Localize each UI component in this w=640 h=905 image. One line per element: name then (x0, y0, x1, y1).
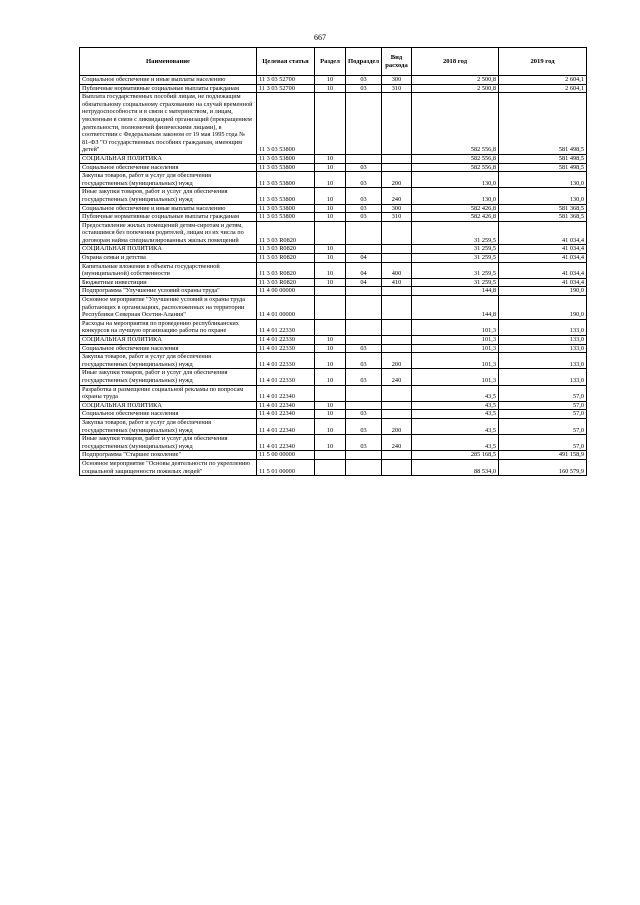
cell-subsection: 03 (346, 418, 382, 434)
cell-subsection (346, 287, 382, 296)
cell-subsection (346, 336, 382, 345)
cell-code: 11 5 01 00000 (257, 459, 315, 475)
page-number: 667 (314, 33, 326, 42)
cell-subsection: 04 (346, 254, 382, 263)
cell-name: Охрана семьи и детства (80, 254, 257, 263)
cell-name: Социальное обеспечение населения (80, 344, 257, 353)
cell-2019: 160 579,9 (499, 459, 587, 475)
cell-2019: 41 034,4 (499, 221, 587, 245)
cell-subsection: 03 (346, 410, 382, 419)
cell-subsection (346, 451, 382, 460)
cell-2018: 31 259,5 (412, 262, 499, 278)
cell-expense-type: 400 (382, 262, 412, 278)
header-name: Наименование (80, 48, 257, 76)
header-code: Целевая статья (257, 48, 315, 76)
cell-section: 10 (315, 401, 346, 410)
cell-name: Основное мероприятие "Основы деятельности по укреплению социальной защищенности пожилых людей" (80, 459, 257, 475)
cell-name: Бюджетные инвестиции (80, 278, 257, 287)
cell-expense-type (382, 296, 412, 320)
cell-code: 11 4 01 22340 (257, 435, 315, 451)
header-2018: 2018 год (412, 48, 499, 76)
cell-2019: 57,0 (499, 435, 587, 451)
cell-section: 10 (315, 188, 346, 204)
cell-code: 11 4 01 22330 (257, 344, 315, 353)
cell-subsection: 04 (346, 278, 382, 287)
cell-section: 10 (315, 410, 346, 419)
cell-expense-type (382, 410, 412, 419)
table-row (80, 221, 587, 245)
cell-code: 11 3 03 R0820 (257, 254, 315, 263)
cell-subsection: 03 (346, 172, 382, 188)
cell-2019: 57,0 (499, 401, 587, 410)
cell-2018: 582 556,8 (412, 163, 499, 172)
cell-subsection (346, 93, 382, 155)
table-row (80, 154, 587, 163)
cell-name: Капитальные вложения в объекты государственной (муниципальной) собственности (80, 262, 257, 278)
cell-section: 10 (315, 76, 346, 85)
cell-2018: 130,0 (412, 188, 499, 204)
cell-2018: 2 500,8 (412, 76, 499, 85)
cell-section: 10 (315, 353, 346, 369)
cell-code: 11 3 03 53800 (257, 93, 315, 155)
cell-2019: 57,0 (499, 410, 587, 419)
cell-section: 10 (315, 418, 346, 434)
cell-subsection (346, 401, 382, 410)
cell-name: Предоставление жилых помещений детям-сиротам и детям, оставшимся без попечения родителей, лицам из их числа по договорам найма специализированных жилых помещений (80, 221, 257, 245)
cell-expense-type (382, 287, 412, 296)
cell-2018: 31 259,5 (412, 278, 499, 287)
cell-code: 11 4 01 22340 (257, 401, 315, 410)
cell-expense-type: 240 (382, 435, 412, 451)
cell-2018: 43,5 (412, 418, 499, 434)
cell-section: 10 (315, 344, 346, 353)
cell-code: 11 4 01 22330 (257, 369, 315, 385)
cell-subsection: 03 (346, 204, 382, 213)
cell-expense-type: 240 (382, 369, 412, 385)
cell-2019: 41 034,4 (499, 278, 587, 287)
cell-subsection (346, 221, 382, 245)
cell-name: Основное мероприятие "Улучшение условий и охраны труда работающих в организациях, расположенных на территории Республики Северная Осетия-Алания" (80, 296, 257, 320)
cell-section (315, 459, 346, 475)
cell-code: 11 3 03 R0820 (257, 278, 315, 287)
cell-2018: 31 259,5 (412, 221, 499, 245)
table-row (80, 254, 587, 263)
cell-subsection: 03 (346, 84, 382, 93)
cell-2018: 43,5 (412, 401, 499, 410)
cell-expense-type (382, 245, 412, 254)
cell-code: 11 3 03 R0820 (257, 245, 315, 254)
cell-code: 11 3 03 R0820 (257, 221, 315, 245)
cell-2019: 41 034,4 (499, 254, 587, 263)
table-row (80, 76, 587, 85)
cell-2019: 133,0 (499, 353, 587, 369)
cell-2019: 2 604,1 (499, 84, 587, 93)
cell-subsection: 03 (346, 369, 382, 385)
cell-subsection (346, 319, 382, 335)
cell-name: Подпрограмма "Улучшение условий охраны труда" (80, 287, 257, 296)
cell-subsection (346, 459, 382, 475)
table-row (80, 93, 587, 155)
cell-2018: 130,0 (412, 172, 499, 188)
cell-code: 11 4 01 22340 (257, 418, 315, 434)
cell-subsection (346, 385, 382, 401)
cell-2018: 582 556,8 (412, 93, 499, 155)
cell-2018: 43,5 (412, 410, 499, 419)
cell-2019: 133,0 (499, 336, 587, 345)
cell-section: 10 (315, 435, 346, 451)
cell-code: 11 3 03 53800 (257, 163, 315, 172)
table-row (80, 278, 587, 287)
cell-code: 11 3 03 52700 (257, 76, 315, 85)
cell-name: СОЦИАЛЬНАЯ ПОЛИТИКА (80, 245, 257, 254)
cell-subsection: 03 (346, 353, 382, 369)
cell-subsection (346, 296, 382, 320)
cell-name: СОЦИАЛЬНАЯ ПОЛИТИКА (80, 336, 257, 345)
cell-2019: 130,0 (499, 188, 587, 204)
cell-2018: 144,8 (412, 296, 499, 320)
cell-name: Иные закупки товаров, работ и услуг для обеспечения государственных (муниципальных) нужд (80, 188, 257, 204)
cell-expense-type (382, 385, 412, 401)
cell-subsection: 03 (346, 188, 382, 204)
cell-section (315, 319, 346, 335)
cell-code: 11 3 03 52700 (257, 84, 315, 93)
cell-expense-type (382, 344, 412, 353)
cell-name: Иные закупки товаров, работ и услуг для обеспечения государственных (муниципальных) нужд (80, 435, 257, 451)
cell-expense-type: 310 (382, 213, 412, 222)
cell-2019: 581 498,5 (499, 154, 587, 163)
cell-section: 10 (315, 262, 346, 278)
cell-2019: 491 158,9 (499, 451, 587, 460)
cell-expense-type (382, 451, 412, 460)
cell-code: 11 4 01 22330 (257, 319, 315, 335)
table-row (80, 353, 587, 369)
cell-2019: 581 498,5 (499, 93, 587, 155)
cell-expense-type (382, 459, 412, 475)
header-section: Раздел (315, 48, 346, 76)
cell-expense-type: 240 (382, 188, 412, 204)
cell-section: 10 (315, 278, 346, 287)
cell-subsection: 04 (346, 262, 382, 278)
cell-code: 11 3 03 53800 (257, 172, 315, 188)
table-row (80, 262, 587, 278)
cell-name: Разработка и размещение социальной рекламы по вопросам охраны труда (80, 385, 257, 401)
cell-expense-type: 300 (382, 76, 412, 85)
cell-expense-type: 300 (382, 204, 412, 213)
cell-name: Расходы на мероприятия по проведению республиканских конкурсов на лучшую организацию работы по охране (80, 319, 257, 335)
table-row (80, 344, 587, 353)
cell-name: Закупка товаров, работ и услуг для обеспечения государственных (муниципальных) нужд (80, 172, 257, 188)
cell-2018: 88 534,0 (412, 459, 499, 475)
cell-subsection: 03 (346, 435, 382, 451)
cell-subsection (346, 154, 382, 163)
cell-name: Социальное обеспечение и иные выплаты населению (80, 76, 257, 85)
header-2019: 2019 год (499, 48, 587, 76)
cell-expense-type (382, 319, 412, 335)
table-row (80, 172, 587, 188)
table-row (80, 401, 587, 410)
cell-expense-type (382, 93, 412, 155)
cell-subsection: 03 (346, 163, 382, 172)
table-row (80, 451, 587, 460)
cell-name: Публичные нормативные социальные выплаты гражданам (80, 84, 257, 93)
cell-name: Закупка товаров, работ и услуг для обеспечения государственных (муниципальных) нужд (80, 418, 257, 434)
cell-2019: 581 368,5 (499, 213, 587, 222)
table-row (80, 163, 587, 172)
cell-section: 10 (315, 84, 346, 93)
cell-2018: 582 556,8 (412, 154, 499, 163)
table-row (80, 213, 587, 222)
cell-code: 11 4 01 00000 (257, 296, 315, 320)
cell-code: 11 5 00 00000 (257, 451, 315, 460)
cell-expense-type: 200 (382, 172, 412, 188)
cell-name: Выплата государственных пособий лицам, не подлежащим обязательному социальному страхованию на случай временной нетрудоспособности и в связи с материнством, и лицам, уволенным в связи с ликвидацией организаций (прекращением деятельности, полномочий физическими лицами), в соответствии с Федеральным законом от 19 мая 1995 года № 81-ФЗ "О государственных пособиях гражданам, имеющим детей" (80, 93, 257, 155)
table-body (80, 76, 587, 476)
cell-2019: 41 034,4 (499, 262, 587, 278)
cell-code: 11 3 03 53800 (257, 154, 315, 163)
table-row (80, 336, 587, 345)
cell-subsection: 03 (346, 213, 382, 222)
cell-2019: 581 368,5 (499, 204, 587, 213)
header-expense-type: Вид расхода (382, 48, 412, 76)
cell-2018: 101,3 (412, 369, 499, 385)
cell-code: 11 4 00 00000 (257, 287, 315, 296)
cell-code: 11 3 03 53800 (257, 213, 315, 222)
cell-2018: 582 426,8 (412, 204, 499, 213)
cell-section (315, 287, 346, 296)
cell-2018: 31 259,5 (412, 254, 499, 263)
table-row (80, 188, 587, 204)
cell-expense-type: 200 (382, 353, 412, 369)
cell-expense-type (382, 254, 412, 263)
cell-code: 11 3 03 53800 (257, 188, 315, 204)
cell-code: 11 4 01 22340 (257, 410, 315, 419)
cell-2018: 285 168,5 (412, 451, 499, 460)
cell-2019: 133,0 (499, 319, 587, 335)
cell-name: Публичные нормативные социальные выплаты гражданам (80, 213, 257, 222)
cell-code: 11 3 03 R0820 (257, 262, 315, 278)
cell-2019: 41 034,4 (499, 245, 587, 254)
cell-code: 11 3 03 53800 (257, 204, 315, 213)
cell-expense-type: 410 (382, 278, 412, 287)
cell-section: 10 (315, 369, 346, 385)
table-row (80, 245, 587, 254)
cell-section: 10 (315, 154, 346, 163)
cell-2018: 2 500,8 (412, 84, 499, 93)
table-row (80, 204, 587, 213)
cell-expense-type: 200 (382, 418, 412, 434)
header-subsection: Подраздел (346, 48, 382, 76)
cell-2018: 101,3 (412, 319, 499, 335)
table-row (80, 418, 587, 434)
cell-2019: 133,0 (499, 344, 587, 353)
table-row (80, 459, 587, 475)
cell-2018: 582 426,8 (412, 213, 499, 222)
table-row (80, 435, 587, 451)
table-row (80, 385, 587, 401)
cell-expense-type (382, 154, 412, 163)
cell-name: Закупка товаров, работ и услуг для обеспечения государственных (муниципальных) нужд (80, 353, 257, 369)
cell-name: Социальное обеспечение населения (80, 163, 257, 172)
cell-section (315, 296, 346, 320)
cell-2018: 144,8 (412, 287, 499, 296)
cell-section: 10 (315, 163, 346, 172)
cell-code: 11 4 01 22330 (257, 336, 315, 345)
cell-expense-type (382, 163, 412, 172)
cell-2019: 133,0 (499, 369, 587, 385)
cell-2019: 190,0 (499, 296, 587, 320)
table-row (80, 319, 587, 335)
table-row (80, 287, 587, 296)
cell-section (315, 93, 346, 155)
cell-2019: 581 498,5 (499, 163, 587, 172)
cell-name: Социальное обеспечение и иные выплаты населению (80, 204, 257, 213)
cell-expense-type (382, 221, 412, 245)
cell-subsection (346, 245, 382, 254)
cell-expense-type (382, 336, 412, 345)
cell-2019: 130,0 (499, 172, 587, 188)
cell-2019: 2 604,1 (499, 76, 587, 85)
cell-expense-type (382, 401, 412, 410)
cell-2018: 101,3 (412, 344, 499, 353)
cell-2018: 31 259,5 (412, 245, 499, 254)
cell-name: СОЦИАЛЬНАЯ ПОЛИТИКА (80, 154, 257, 163)
cell-code: 11 4 01 22340 (257, 385, 315, 401)
cell-name: Социальное обеспечение населения (80, 410, 257, 419)
cell-2018: 43,5 (412, 435, 499, 451)
cell-code: 11 4 01 22330 (257, 353, 315, 369)
cell-2019: 57,0 (499, 418, 587, 434)
table-row (80, 410, 587, 419)
cell-section: 10 (315, 336, 346, 345)
table-row (80, 369, 587, 385)
cell-section (315, 221, 346, 245)
cell-subsection: 03 (346, 76, 382, 85)
budget-table (79, 47, 587, 476)
cell-2018: 43,5 (412, 385, 499, 401)
cell-2019: 57,0 (499, 385, 587, 401)
cell-2018: 101,3 (412, 353, 499, 369)
cell-name: Иные закупки товаров, работ и услуг для обеспечения государственных (муниципальных) нужд (80, 369, 257, 385)
table-header-row (80, 48, 587, 76)
cell-name: СОЦИАЛЬНАЯ ПОЛИТИКА (80, 401, 257, 410)
cell-section: 10 (315, 172, 346, 188)
cell-subsection: 03 (346, 344, 382, 353)
cell-section: 10 (315, 204, 346, 213)
table-row (80, 84, 587, 93)
cell-2019: 190,0 (499, 287, 587, 296)
cell-expense-type: 310 (382, 84, 412, 93)
cell-name: Подпрограмма "Старшее поколение" (80, 451, 257, 460)
table-row (80, 296, 587, 320)
cell-section: 10 (315, 245, 346, 254)
cell-section (315, 451, 346, 460)
cell-section: 10 (315, 254, 346, 263)
cell-2018: 101,3 (412, 336, 499, 345)
cell-section (315, 385, 346, 401)
cell-section: 10 (315, 213, 346, 222)
